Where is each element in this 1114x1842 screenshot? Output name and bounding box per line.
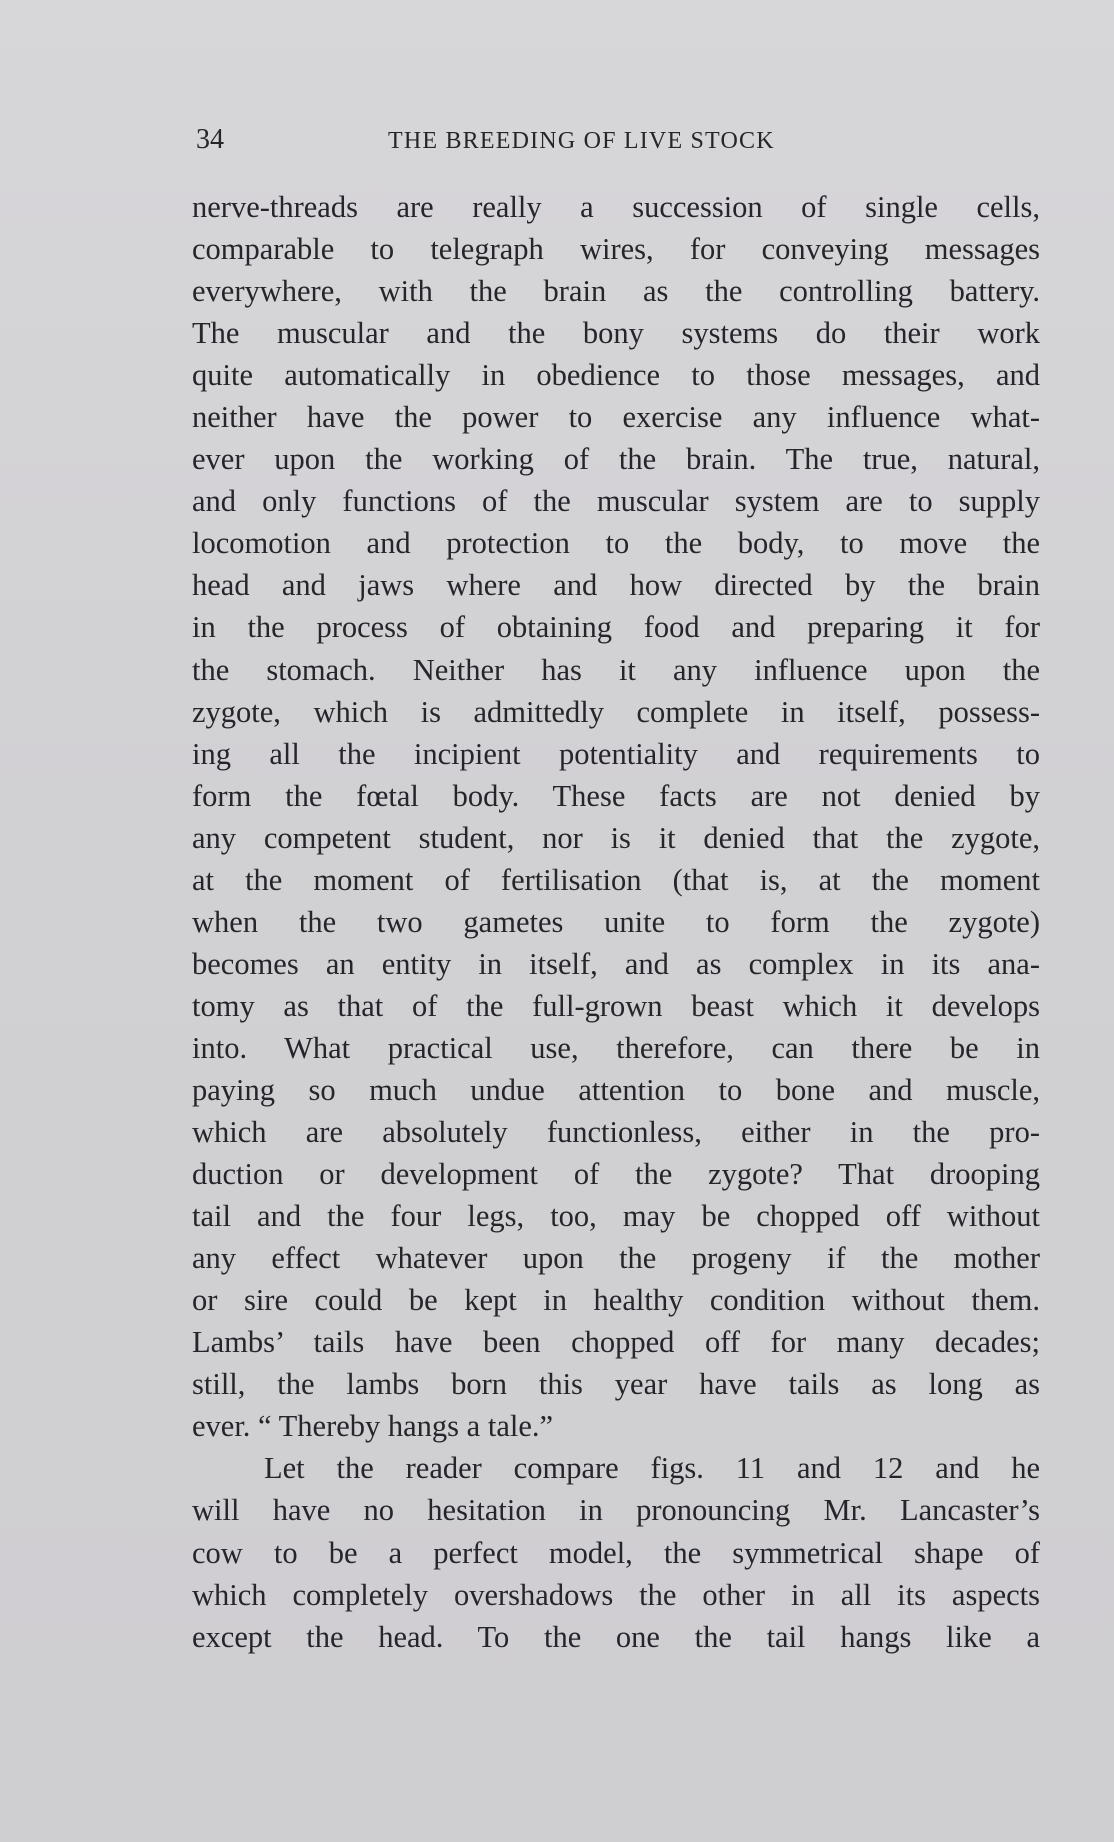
text-line: Lambs’ tails have been chopped off for many decades;	[192, 1325, 1040, 1360]
text-line: cow to be a perfect model, the symmetrical shape of	[192, 1535, 1040, 1570]
text-line: the stomach. Neither has it any influence upon the	[192, 652, 1040, 687]
page-number: 34	[196, 124, 224, 155]
text-line: and only functions of the muscular system are to supply	[192, 484, 1040, 519]
text-line: head and jaws where and how directed by the brain	[192, 568, 1040, 603]
text-line: Let the reader compare figs. 11 and 12 and he	[264, 1451, 1040, 1486]
text-line: or sire could be kept in healthy condition without them.	[192, 1283, 1040, 1318]
running-head	[196, 122, 1041, 162]
text-line: in the process of obtaining food and preparing it for	[192, 610, 1040, 645]
text-line: which are absolutely functionless, either in the pro-	[192, 1115, 1040, 1150]
text-line: duction or development of the zygote? That drooping	[192, 1157, 1040, 1192]
text-line: neither have the power to exercise any influence what-	[192, 400, 1040, 435]
text-line: into. What practical use, therefore, can there be in	[192, 1030, 1040, 1065]
text-line: comparable to telegraph wires, for conveying messages	[192, 232, 1040, 267]
text-line: form the fœtal body. These facts are not denied by	[192, 778, 1040, 813]
text-line: still, the lambs born this year have tails as long as	[192, 1367, 1040, 1402]
text-line: becomes an entity in itself, and as complex in its ana-	[192, 946, 1040, 981]
text-line: ever upon the working of the brain. The true, natural,	[192, 442, 1040, 477]
text-line: at the moment of fertilisation (that is, at the moment	[192, 862, 1040, 897]
text-line: paying so much undue attention to bone and muscle,	[192, 1072, 1040, 1107]
book-title: THE BREEDING OF LIVE STOCK	[388, 128, 775, 154]
text-line: except the head. To the one the tail hangs like a	[192, 1619, 1040, 1654]
text-line: tail and the four legs, too, may be chopped off without	[192, 1199, 1040, 1234]
body-text	[192, 186, 1040, 1658]
text-line: everywhere, with the brain as the controlling battery.	[192, 274, 1040, 309]
text-line: tomy as that of the full-grown beast which it develops	[192, 988, 1040, 1023]
text-line: ever. “ Thereby hangs a tale.”	[192, 1409, 554, 1444]
text-line: nerve-threads are really a succession of single cells,	[192, 190, 1040, 224]
text-line: any competent student, nor is it denied that the zygote,	[192, 820, 1040, 855]
text-line: when the two gametes unite to form the zygote)	[192, 904, 1040, 939]
text-line: will have no hesitation in pronouncing Mr. Lancaster’s	[192, 1493, 1040, 1528]
text-line: quite automatically in obedience to those messages, and	[192, 358, 1040, 393]
text-line: any effect whatever upon the progeny if the mother	[192, 1241, 1040, 1276]
text-line: zygote, which is admittedly complete in itself, possess-	[192, 694, 1040, 729]
text-line: locomotion and protection to the body, to move the	[192, 526, 1040, 561]
text-line: ing all the incipient potentiality and requirements to	[192, 736, 1040, 771]
text-line: which completely overshadows the other in all its aspects	[192, 1577, 1040, 1612]
text-line: The muscular and the bony systems do their work	[192, 316, 1040, 351]
